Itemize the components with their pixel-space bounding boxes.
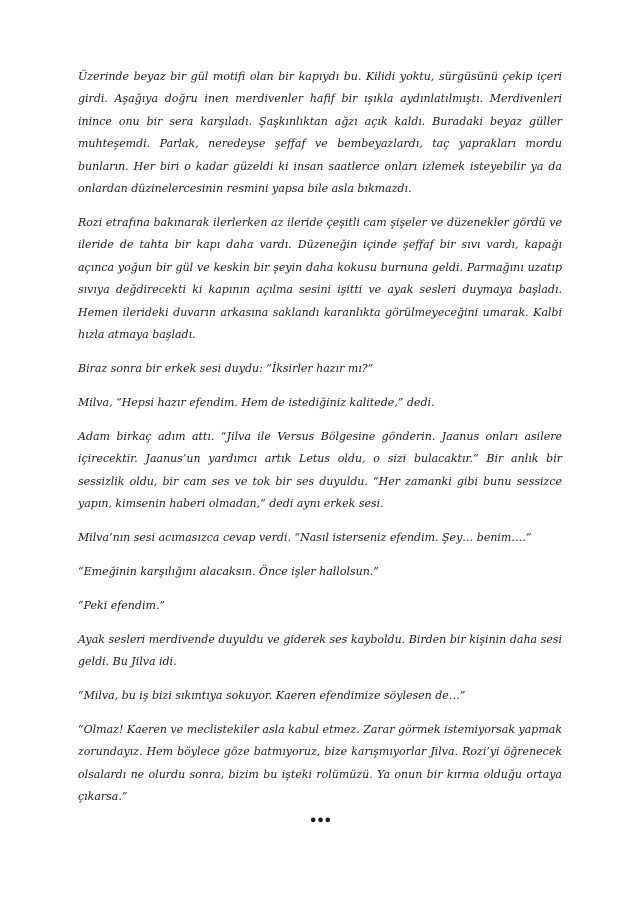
- paragraph: “Emeğinin karşılığını alacaksın. Önce işler hallolsun.”: [78, 564, 379, 578]
- paragraph: Ayak sesleri merdivende duyuldu ve giderek ses kayboldu. Birden bir kişinin daha sesi geldi. Bu Jilva idi.: [78, 632, 562, 668]
- paragraph: “Peki efendim.”: [78, 598, 166, 612]
- paragraph: Milva, “Hepsi hazır efendim. Hem de istediğiniz kalitede,” dedi.: [78, 395, 435, 409]
- paragraph: “Olmaz! Kaeren ve meclistekiler asla kabul etmez. Zarar görmek istemiyorsak yapmak zorundayız. Hem böylece göze batmıyoruz, bize karışmıyorlar Jilva. Rozi’yi öğrenecek olsalardı ne olurdu sonra, bizim bu işteki rolümüzü. Ya onun bir kırma olduğu ortaya çıkarsa.”: [78, 722, 562, 803]
- paragraph: Milva’nın sesi acımasızca cevap verdi. “Nasıl isterseniz efendim. Şey… benim….”: [78, 530, 532, 544]
- paragraph: Biraz sonra bir erkek sesi duydu: “İksirler hazır mı?”: [78, 361, 374, 375]
- paragraph: Rozi etrafına bakınarak ilerlerken az ileride çeşitli cam şişeler ve düzenekler gördü ve ileride de tahta bir kapı daha vardı. Düzeneğin içinde şeffaf bir sıvı vardı, kapağı açınca yoğun bir gül ve keskin bir şeyin daha kokusu burnuna geldi. Parmağını uzatıp sıvıya değdirecekti ki kapının açılma sesini işitti ve ayak sesleri duymaya başladı. Hemen ilerideki duvarın arkasına saklandı karanlıkta görülmeyeceğini umarak. Kalbi hızla atmaya başladı.: [78, 215, 562, 341]
- section-separator: •••: [309, 813, 331, 829]
- document-page: [78, 66, 562, 830]
- paragraph: Üzerinde beyaz bir gül motifi olan bir kapıydı bu. Kilidi yoktu, sürgüsünü çekip içeri girdi. Aşağıya doğru inen merdivenler hafif bir ışıkla aydınlatılmıştı. Merdivenleri inince onu bir sera karşıladı. Şaşkınlıktan ağzı açık kaldı. Buradaki beyaz güller muhteşemdi. Parlak, neredeyse şeffaf ve bembeyazlardı, taç yaprakları mordu bunların. Her biri o kadar güzeldi ki insan saatlerce onları izlemek isteyebilir ya da onlardan düzinelercesinin resmini yapsa bile asla bıkmazdı.: [78, 70, 562, 196]
- paragraph: “Milva, bu iş bizi sıkıntıya sokuyor. Kaeren efendimize söylesen de…”: [78, 688, 466, 702]
- paragraph: Adam birkaç adım attı. “Jilva ile Versus Bölgesine gönderin. Jaanus onları asilere içirecektir. Jaanus’un yardımcı artık Letus oldu, o sizi bulacaktır.” Bir anlık bir sessizlik oldu, bir cam ses ve tok bir ses duyuldu. “Her zamanki gibi bunu sessizce yapın, kimsenin haberi olmadan,” dedi aynı erkek sesi.: [78, 429, 562, 510]
